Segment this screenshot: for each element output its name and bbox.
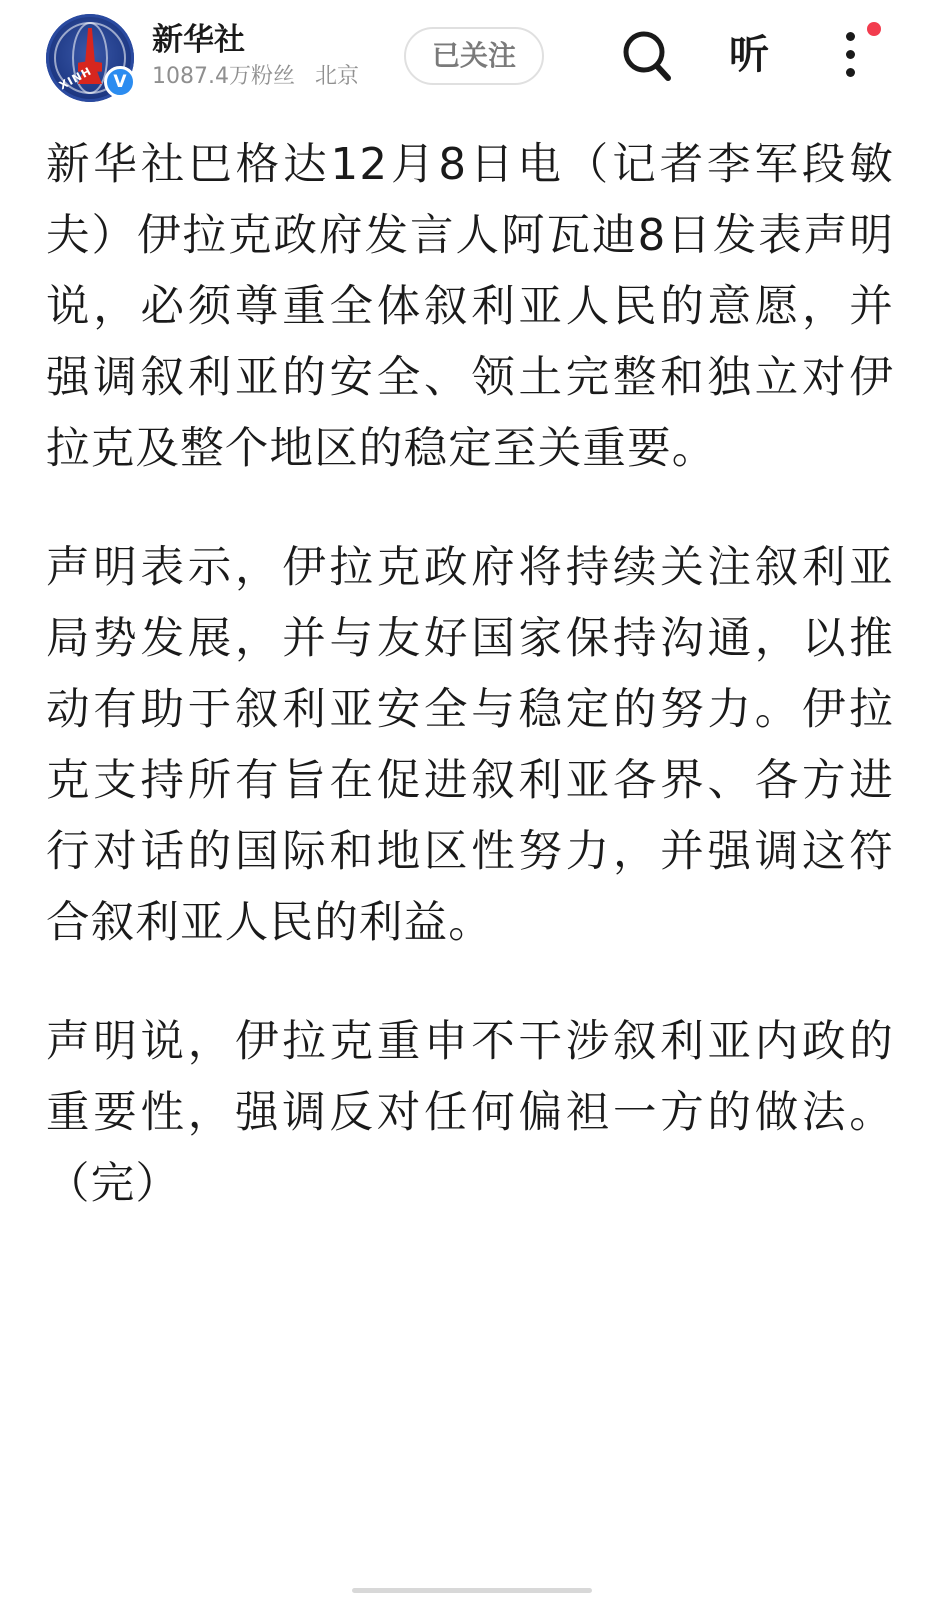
more-dot — [846, 32, 855, 41]
more-dot — [846, 50, 855, 59]
more-dot — [846, 68, 855, 77]
article-paragraph: 声明表示，伊拉克政府将持续关注叙利亚局势发展，并与友好国家保持沟通，以推动有助于叙利亚安全与稳定的努力。伊拉克支持所有旨在促进叙利亚各界、各方进行对话的国际和地区性努力，并强调这符合叙利亚人民的利益。 — [46, 543, 894, 948]
follow-button[interactable]: 已关注 — [404, 27, 544, 85]
article-paragraph: 新华社巴格达12月8日电（记者李军段敏夫）伊拉克政府发言人阿瓦迪8日发表声明说，必须尊重全体叙利亚人民的意愿，并强调叙利亚的安全、领土完整和独立对伊拉克及整个地区的稳定至关重要。 — [46, 140, 894, 474]
follower-count: 1087.4万粉丝 — [152, 64, 295, 89]
account-header — [0, 0, 944, 110]
account-meta — [152, 62, 359, 92]
home-indicator[interactable] — [352, 1588, 592, 1593]
notification-dot — [867, 22, 881, 36]
verified-badge-icon: V — [104, 66, 136, 98]
listen-button[interactable]: 听 — [729, 32, 769, 78]
account-name[interactable]: 新华社 — [152, 22, 245, 58]
article-body — [46, 130, 894, 1268]
article-paragraph: 声明说，伊拉克重申不干涉叙利亚内政的重要性，强调反对任何偏袒一方的做法。（完） — [46, 1017, 894, 1209]
account-location: 北京 — [314, 64, 359, 89]
avatar-logo-text: XINH — [56, 64, 95, 93]
search-icon[interactable] — [620, 26, 674, 84]
